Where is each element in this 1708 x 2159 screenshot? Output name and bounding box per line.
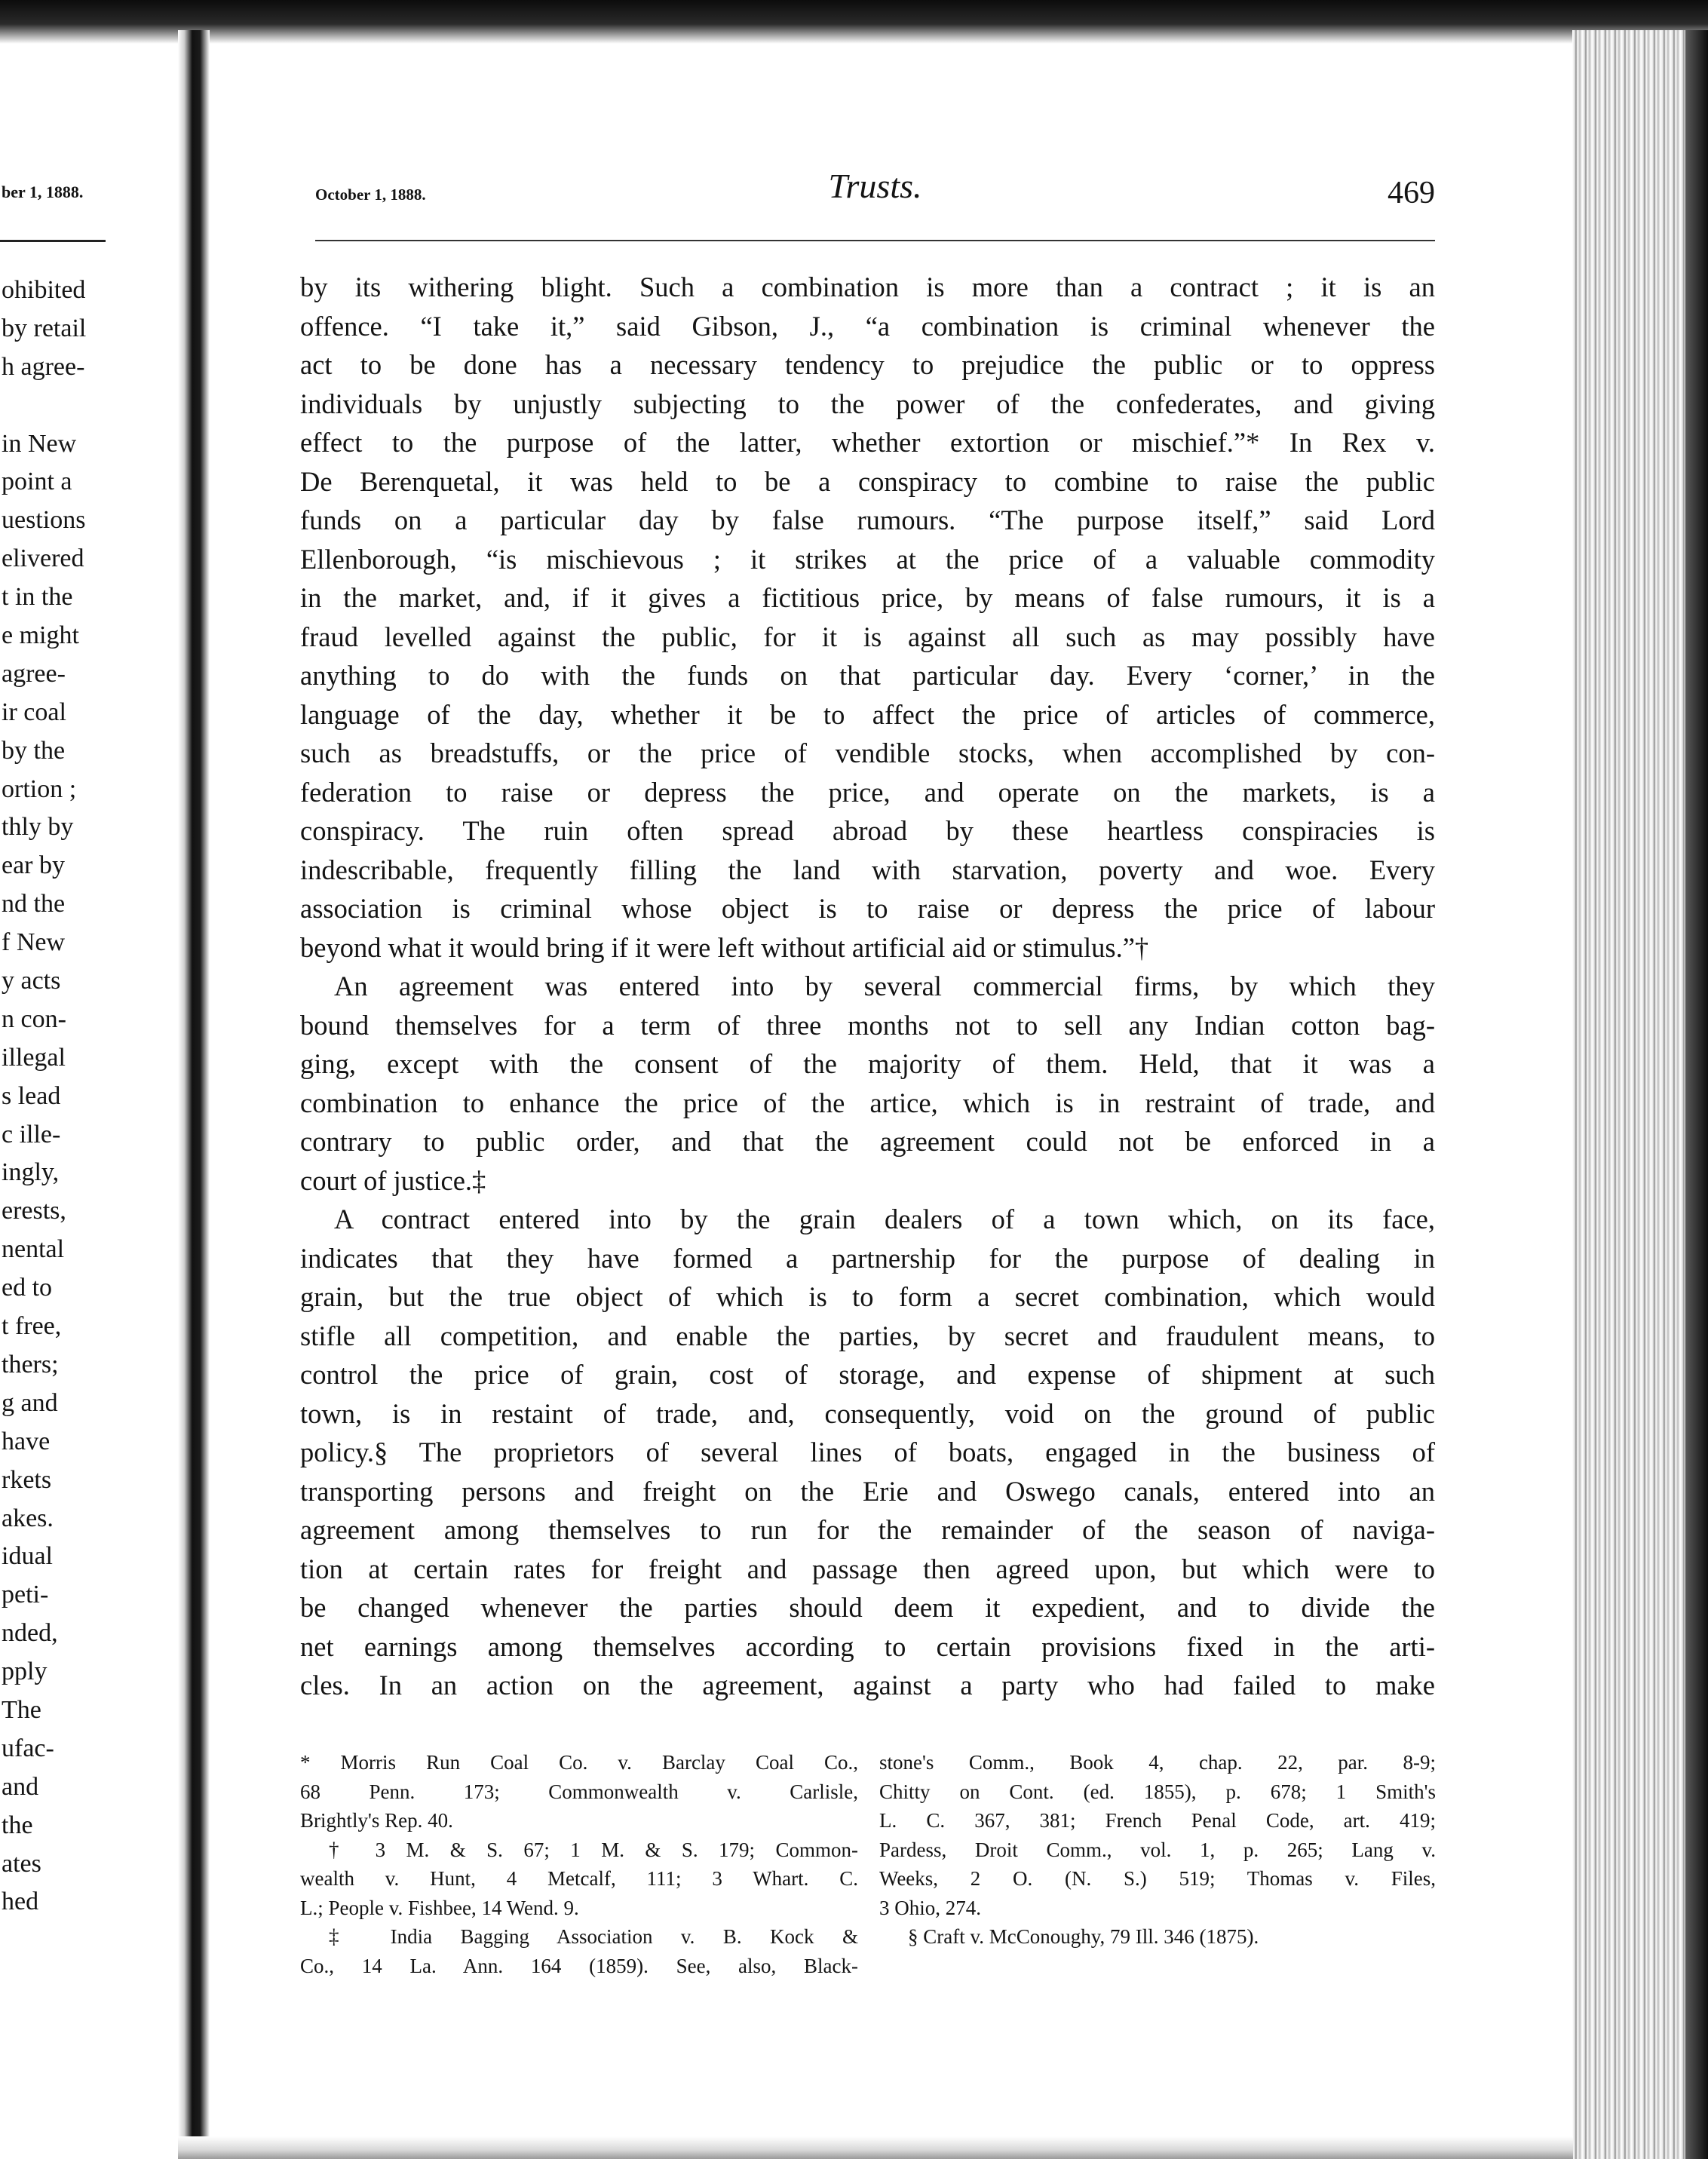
body-line: funds on a particular day by false rumours. “The purpose itself,” said Lord: [300, 504, 1435, 535]
left-fragment-line: point a: [2, 468, 72, 496]
body-line: stifle all competition, and enable the parties, by secret and fraudulent means, to: [300, 1320, 1435, 1351]
left-fragment-line: h agree-: [2, 352, 85, 381]
left-fragment-line: in New: [2, 429, 77, 458]
body-line: tion at certain rates for freight and passage then agreed upon, but which were to: [300, 1553, 1435, 1584]
body-text: [300, 268, 1435, 1705]
footnote-line: Brightly's Rep. 40.: [300, 1809, 453, 1832]
left-fragment-line: s lead: [2, 1081, 61, 1110]
left-fragment-line: by the: [2, 736, 66, 765]
body-line: Ellenborough, “is mischievous ; it strikes at the price of a valuable commodity: [300, 543, 1435, 575]
body-line: town, is in restaint of trade, and, consequently, void on the ground of public: [300, 1397, 1435, 1429]
left-fragment-line: y acts: [2, 967, 61, 995]
body-line: language of the day, whether it be to affect the price of articles of commerce,: [300, 698, 1435, 730]
left-fragment-line: hed: [2, 1888, 39, 1916]
left-fragment-line: ufac-: [2, 1734, 54, 1762]
body-line: individuals by unjustly subjecting to the power of the confederates, and giving: [300, 388, 1435, 419]
footnote-line: * Morris Run Coal Co. v. Barclay Coal Co.,: [300, 1751, 858, 1774]
left-fragment-line: f New: [2, 928, 66, 957]
footnote-line: † 3 M. & S. 67; 1 M. & S. 179; Common-: [329, 1838, 858, 1861]
left-fragment-line: erests,: [2, 1197, 66, 1225]
body-line: conspiracy. The ruin often spread abroad by these heartless conspiracies is: [300, 815, 1435, 846]
left-fragment-line: by retail: [2, 314, 87, 342]
body-line: association is criminal whose object is to raise or depress the price of labour: [300, 893, 1435, 924]
left-fragment-line: uestions: [2, 506, 86, 535]
body-line: bound themselves for a term of three months not to sell any Indian cotton bag-: [300, 1009, 1435, 1041]
body-line: ging, except with the consent of the majority of them. Held, that it was a: [300, 1048, 1435, 1079]
left-fragment-line: t in the: [2, 583, 73, 612]
body-line: act to be done has a necessary tendency to prejudice the public or to oppress: [300, 349, 1435, 380]
footnote-line: Pardess, Droit Comm., vol. 1, p. 265; Lang v.: [879, 1838, 1436, 1861]
left-fragment-line: g and: [2, 1388, 58, 1417]
left-fragment-line: nd the: [2, 890, 66, 918]
body-line: A contract entered into by the grain dealers of a town which, on its face,: [334, 1204, 1435, 1234]
left-fragment-line: the: [2, 1811, 33, 1839]
left-fragment-line: pply: [2, 1658, 48, 1686]
footnote-line: ‡ India Bagging Association v. B. Kock &: [329, 1925, 858, 1948]
page-header: [315, 166, 1435, 219]
footnote-line: 3 Ohio, 274.: [879, 1896, 981, 1919]
body-line: indescribable, frequently filling the land with starvation, poverty and woe. Every: [300, 854, 1435, 885]
left-fragment-line: The: [2, 1695, 41, 1724]
left-fragment-line: elivered: [2, 544, 84, 573]
footnote-line: Chitty on Cont. (ed. 1855), p. 678; 1 Smith's: [879, 1780, 1436, 1803]
header-date: October 1, 1888.: [315, 186, 426, 204]
footnote-line: stone's Comm., Book 4, chap. 22, par. 8-9;: [879, 1751, 1436, 1774]
body-line: in the market, and, if it gives a fictitious price, by means of false rumours, it is a: [300, 582, 1435, 613]
page-number: 469: [1388, 176, 1435, 210]
left-fragment-line: have: [2, 1427, 51, 1455]
body-line: cles. In an action on the agreement, against a party who had failed to make: [300, 1670, 1435, 1701]
left-fragment-line: c ille-: [2, 1120, 61, 1149]
left-fragment-line: ingly,: [2, 1158, 60, 1187]
body-line: by its withering blight. Such a combination is more than a contract ; it is an: [300, 271, 1435, 302]
body-line: such as breadstuffs, or the price of vendible stocks, when accomplished by con-: [300, 738, 1435, 768]
body-line: be changed whenever the parties should deem it expedient, and to divide the: [300, 1592, 1435, 1623]
footnote-line: L. C. 367, 381; French Penal Code, art. 419;: [879, 1809, 1436, 1832]
left-fragment-line: agree-: [2, 659, 66, 688]
left-fragment-line: thly by: [2, 813, 74, 842]
left-fragment-line: idual: [2, 1542, 53, 1571]
body-line: combination to enhance the price of the artice, which is in restraint of trade, and: [300, 1087, 1435, 1118]
body-line: anything to do with the funds on that particular day. Every ‘corner,’ in the: [300, 660, 1435, 691]
left-fragment-line: nental: [2, 1235, 65, 1264]
page-edge-shadow: [1685, 30, 1708, 2159]
body-line: fraud levelled against the public, for it is against all such as may possibly have: [300, 621, 1435, 652]
left-fragment-line: ohibited: [2, 276, 86, 304]
body-line: offence. “I take it,” said Gibson, J., “a combination is criminal whenever the: [300, 310, 1435, 342]
body-line: net earnings among themselves according to certain provisions fixed in the arti-: [300, 1630, 1435, 1662]
running-title: Trusts.: [828, 167, 922, 205]
body-line: indicates that they have formed a partnership for the purpose of dealing in: [300, 1242, 1435, 1274]
left-fragment-line: akes.: [2, 1504, 54, 1532]
left-fragment-line: and: [2, 1772, 39, 1801]
left-fragment-line: e might: [2, 621, 79, 650]
footnote-line: § Craft v. McConoughy, 79 Ill. 346 (1875).: [908, 1925, 1259, 1948]
left-fragment-line: [2, 387, 152, 425]
body-line: effect to the purpose of the latter, whether extortion or mischief.”* In Rex v.: [300, 427, 1435, 458]
bottom-edge-shadow: [178, 2136, 1573, 2159]
footnote-line: Weeks, 2 O. (N. S.) 519; Thomas v. Files,: [879, 1867, 1436, 1890]
body-line: transporting persons and freight on the Erie and Oswego canals, entered into an: [300, 1475, 1435, 1507]
left-fragment-line: ear by: [2, 851, 66, 880]
left-fragment-line: illegal: [2, 1043, 66, 1072]
header-rule: [315, 240, 1435, 241]
footnotes-right-column: [879, 1748, 1436, 1952]
footnote-line: L.; People v. Fishbee, 14 Wend. 9.: [300, 1896, 579, 1919]
book-binding-gutter: [178, 30, 210, 2142]
footnote-line: Co., 14 La. Ann. 164 (1859). See, also, Black-: [300, 1954, 858, 1977]
footnotes-left-column: [300, 1748, 858, 1980]
scan-top-shadow: [0, 0, 1708, 44]
left-fragment-line: rkets: [2, 1465, 52, 1494]
left-fragment-line: peti-: [2, 1581, 49, 1609]
left-fragment-line: thers;: [2, 1350, 59, 1379]
left-fragment-line: ortion ;: [2, 774, 77, 803]
left-fragment-line: ates: [2, 1849, 41, 1878]
left-page-date: ber 1, 1888.: [2, 182, 84, 201]
left-fragment-line: ed to: [2, 1274, 53, 1302]
body-line: control the price of grain, cost of storage, and expense of shipment at such: [300, 1359, 1435, 1390]
body-line: contrary to public order, and that the agreement could not be enforced in a: [300, 1126, 1435, 1157]
body-line: grain, but the true object of which is to form a secret combination, which would: [300, 1281, 1435, 1312]
left-fragment-line: ir coal: [2, 698, 66, 726]
body-line: beyond what it would bring if it were left without artificial aid or stimulus.”†: [300, 931, 1149, 963]
body-line: An agreement was entered into by several commercial firms, by which they: [334, 971, 1435, 1001]
footnote-line: 68 Penn. 173; Commonwealth v. Carlisle,: [300, 1780, 858, 1803]
body-line: federation to raise or depress the price, and operate on the markets, is a: [300, 776, 1435, 808]
left-fragment-line: t free,: [2, 1312, 62, 1341]
left-fragment-line: n con-: [2, 1004, 66, 1033]
footnote-line: wealth v. Hunt, 4 Metcalf, 111; 3 Whart. C.: [300, 1867, 858, 1890]
body-line: court of justice.‡: [300, 1164, 486, 1196]
body-line: agreement among themselves to run for the remainder of the season of naviga-: [300, 1514, 1435, 1545]
left-page-rule: [0, 240, 106, 242]
left-fragment-line: nded,: [2, 1619, 58, 1648]
body-line: policy.§ The proprietors of several lines of boats, engaged in the business of: [300, 1437, 1435, 1467]
left-page-fragment: [2, 271, 152, 1921]
body-line: De Berenquetal, it was held to be a conspiracy to combine to raise the public: [300, 465, 1435, 497]
